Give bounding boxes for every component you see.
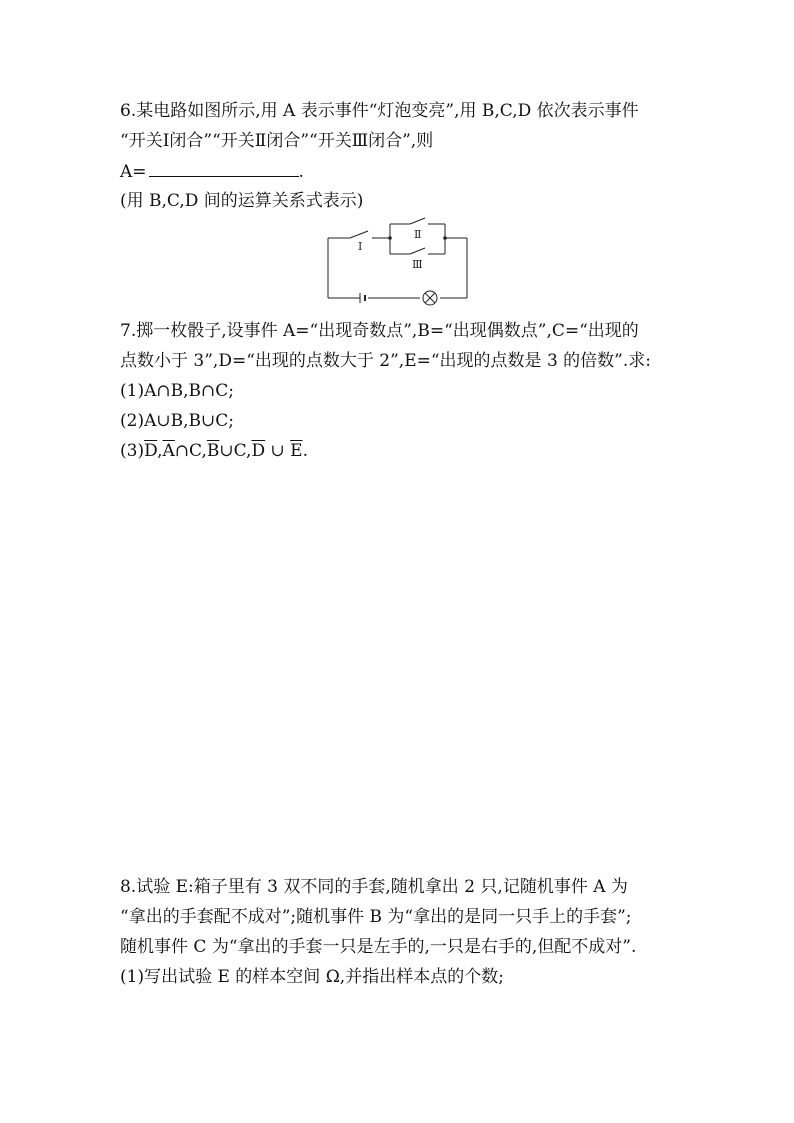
q6-hint: (用 B,C,D 间的运算关系式表示) [120,191,364,211]
q6-answer-blank [149,160,299,177]
switch-1-label: Ⅰ [358,240,363,253]
circuit-diagram [320,216,475,306]
b-complement: $\overline{B}$ [206,441,220,461]
switch-3-label: Ⅲ [412,258,423,271]
switch-1-blade [350,231,368,238]
q6-answer-prefix: A= [120,162,147,182]
q8-line3: 随机事件 C 为“拿出的手套一只是左手的,一只是右手的,但配不成对”. [120,937,637,957]
q6-line2: “开关Ⅰ闭合”“开关Ⅱ闭合”“开关Ⅲ闭合”,则 [120,131,434,151]
q7-part3: $(3)\overline{D},\overline{A}\cap C,\overline{B}\cup C,\overline{D}$ ∪ $\overline{E}$. [120,441,308,461]
switch-3-blade [410,248,425,254]
q7-part2: (2)A∪B,B∪C; [120,411,234,431]
q6-answer-suffix: . [298,162,304,182]
q7-line1: 7.掷一枚骰子,设事件 A=“出现奇数点”,B=“出现偶数点”,C=“出现的 [120,321,639,341]
q8-part1: (1)写出试验 E 的样本空间 Ω,并指出样本点的个数; [120,967,504,987]
e-complement: $\overline{E}$ [290,441,303,461]
a-complement: $\overline{A}$ [162,441,175,461]
q8-line2: “拿出的手套配不成对”;随机事件 B 为“拿出的是同一只手上的手套”; [120,907,632,927]
q7-part1: (1)A∩B,B∩C; [120,381,234,401]
q6-answer-line [120,160,304,183]
switch-2-label: Ⅱ [414,228,422,241]
q7-line2: 点数小于 3”,D=“出现的点数大于 2”,E=“出现的点数是 3 的倍数”.求: [120,351,651,371]
d-complement-2: $\overline{D}$ [251,441,266,461]
d-complement: $\overline{D}$ [144,441,158,461]
q6-line1: 6.某电路如图所示,用 A 表示事件“灯泡变亮”,用 B,C,D 依次表示事件 [120,101,639,121]
q8-line1: 8.试验 E:箱子里有 3 双不同的手套,随机拿出 2 只,记随机事件 A 为 [120,877,628,897]
switch-2-blade [410,218,425,224]
